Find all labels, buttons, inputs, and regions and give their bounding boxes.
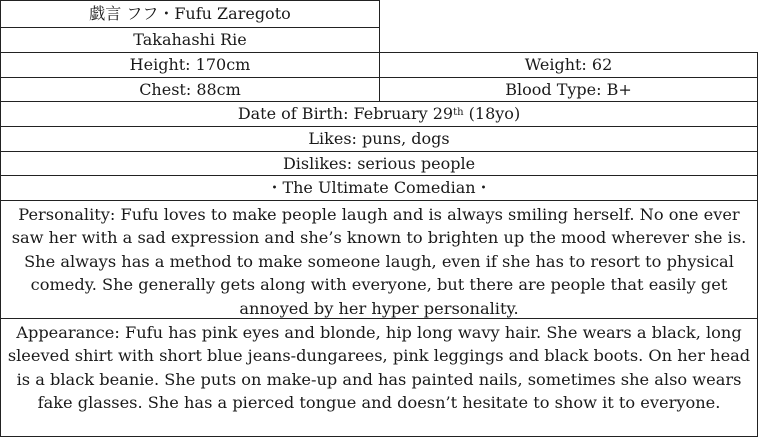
height-value: Height: 170cm (0, 52, 380, 78)
chest-value: Chest: 88cm (0, 77, 380, 102)
character-name: 戯言 フフ・Fufu Zaregoto (0, 0, 380, 28)
blood-type-value: Blood Type: B+ (379, 77, 758, 102)
personality-text: Personality: Fufu loves to make people laugh and is always smiling herself. No one ever saw her with a sad expression and she’s known to brighten up the mood wherever she is. She always has a method to make someone laugh, even if she has to resort to physical comedy. She generally gets along with everyone, but there are people that easily get annoyed by her hyper personality. (0, 200, 758, 319)
date-of-birth: Date of Birth: February 29 $^{th}$ (18yo) (0, 101, 758, 127)
likes: Likes: puns, dogs (0, 126, 758, 152)
birth-prefix: Date of Birth: February 29 (237, 104, 454, 123)
birth-age: (18yo) (463, 104, 521, 123)
ultimate-title: ・The Ultimate Comedian・ (0, 175, 758, 201)
weight-value: Weight: 62 (379, 52, 758, 78)
dislikes: Dislikes: serious people (0, 151, 758, 176)
voice-actor: Takahashi Rie (0, 27, 380, 53)
appearance-text: Appearance: Fufu has pink eyes and blonde, hip long wavy hair. She wears a black, long sleeved shirt with short blue jeans-dungarees, pink leggings and black boots. On her head is a black beanie. She puts on make-up and has painted nails, sometimes she also wears fake glasses. She has a pierced tongue and doesn’t hesitate to show it to everyone. (0, 318, 758, 437)
